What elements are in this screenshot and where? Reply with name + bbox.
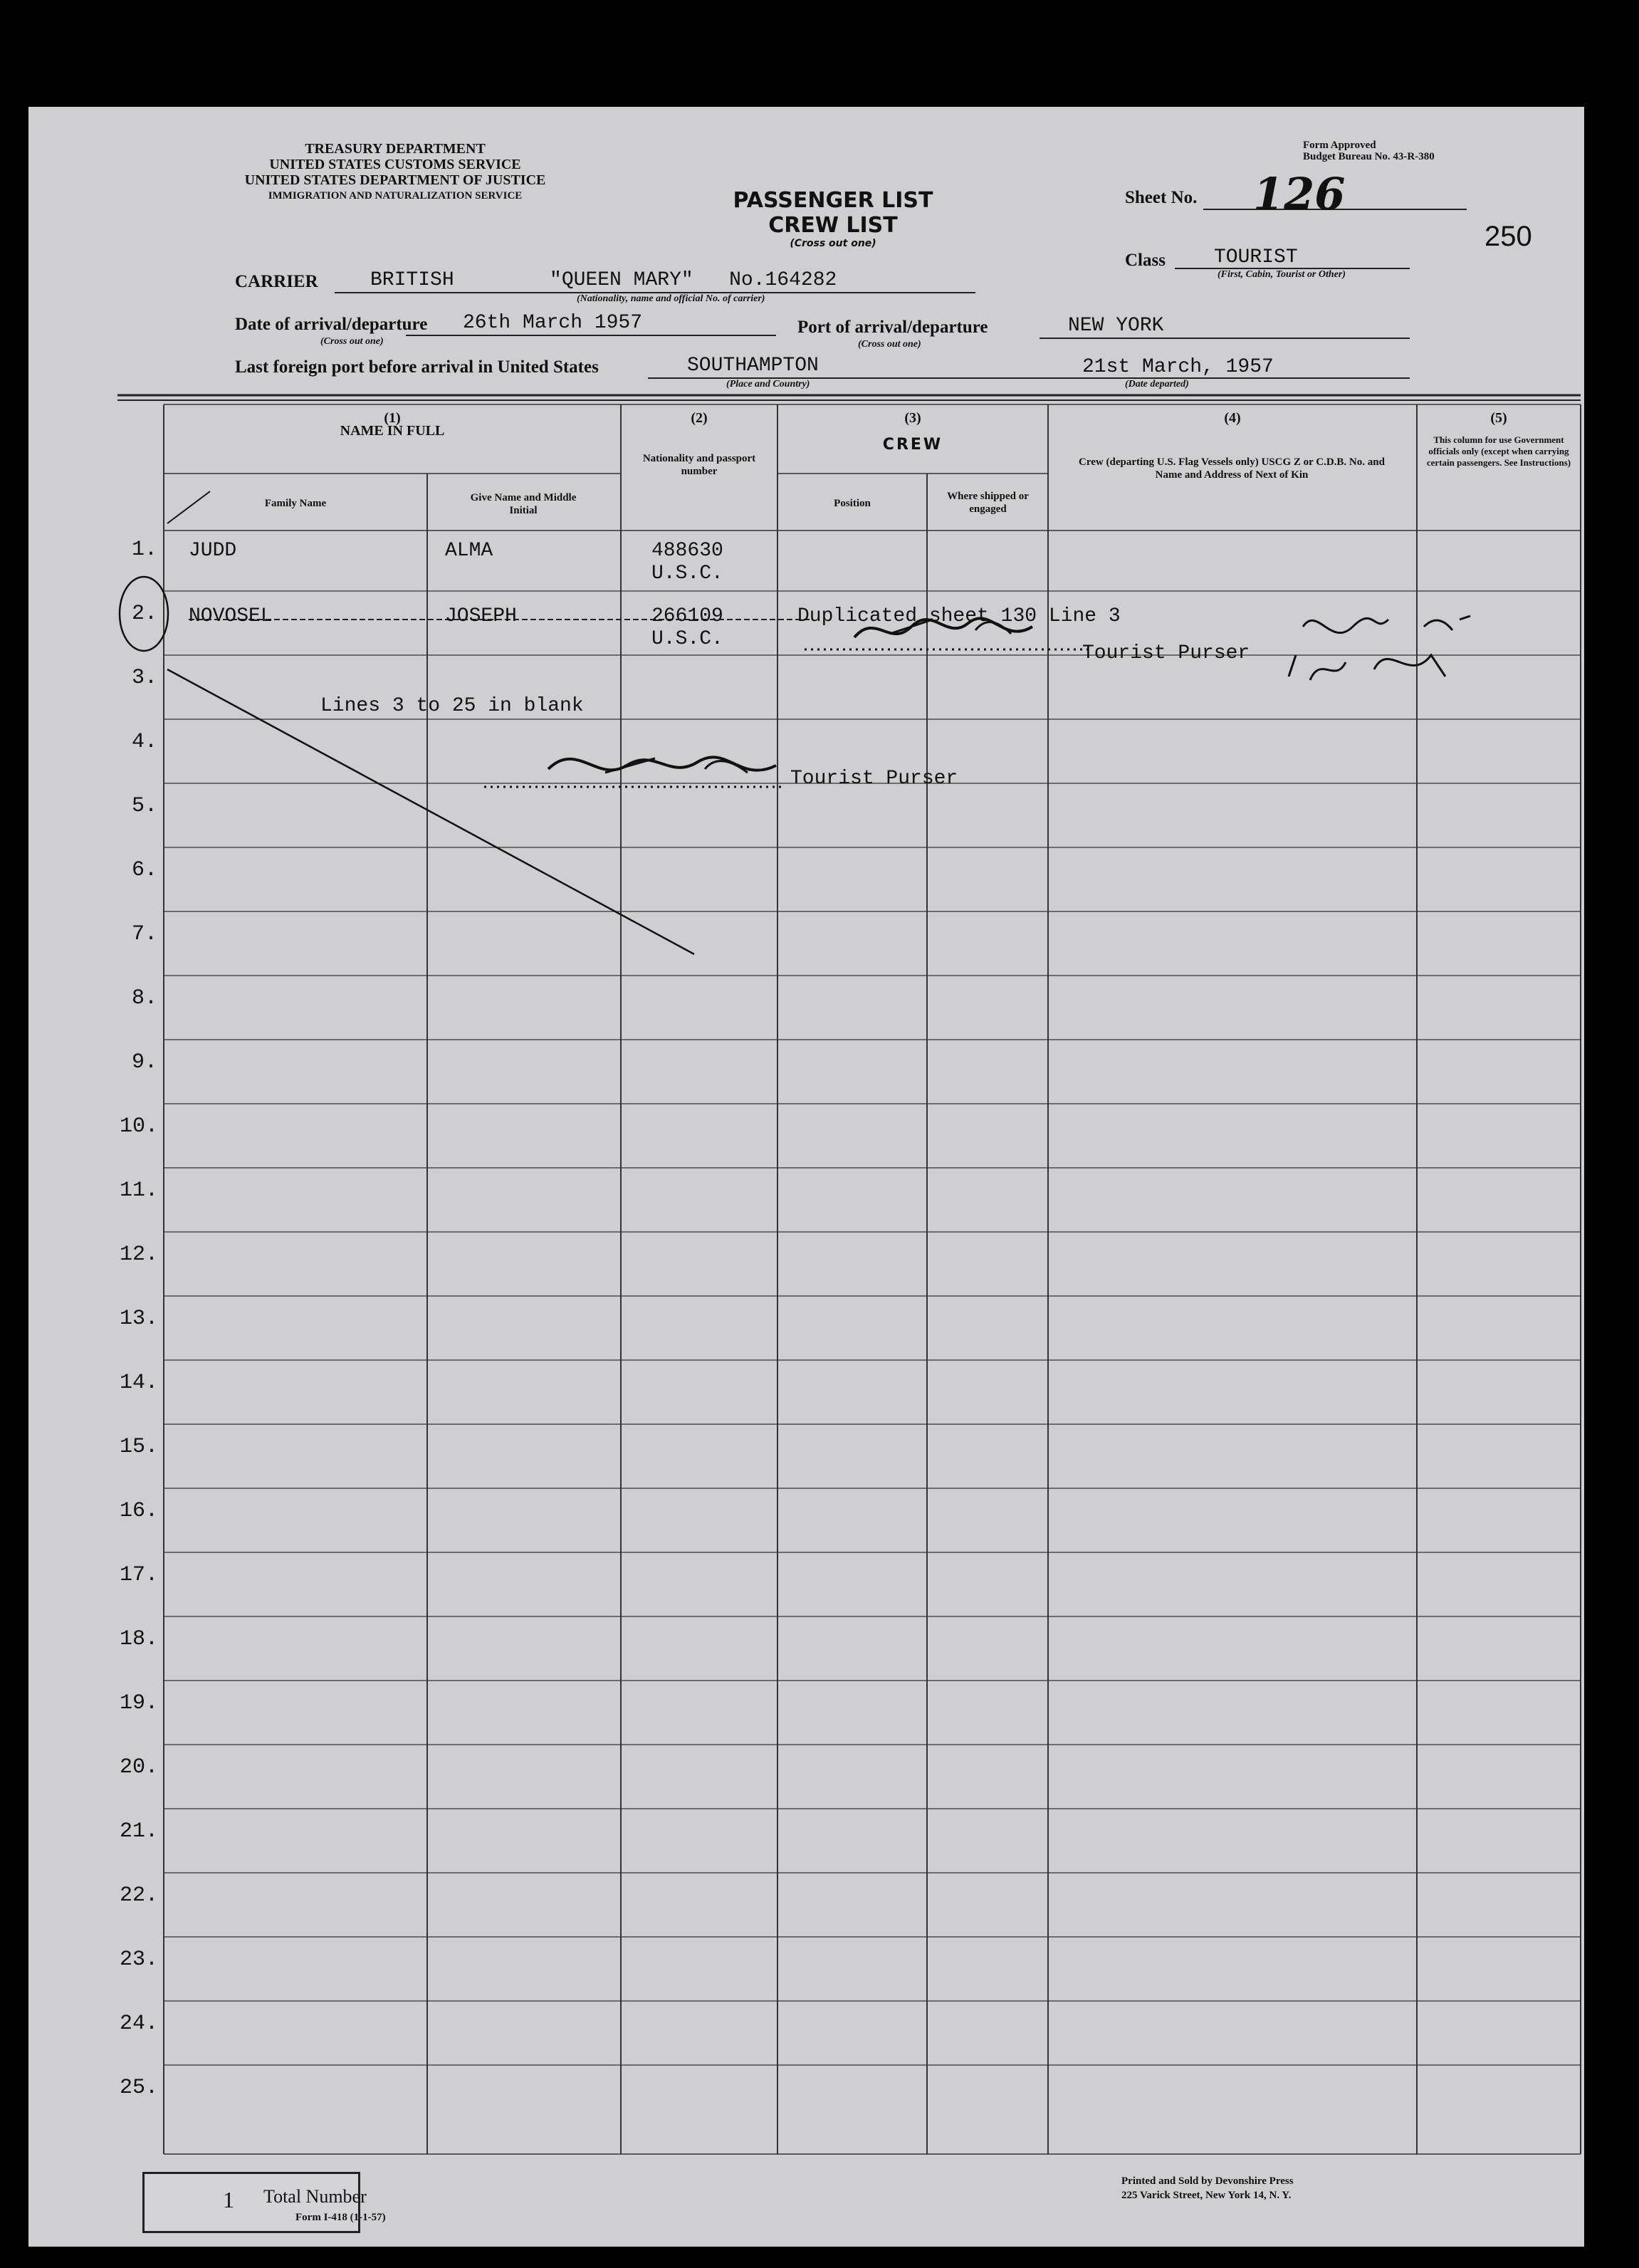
row-number: 3.	[132, 666, 158, 690]
purser-signature-2	[534, 733, 805, 798]
passenger-list-title: PASSENGER LIST	[733, 188, 933, 213]
class-value: TOURIST	[1214, 246, 1298, 268]
row-number: 12.	[120, 1243, 159, 1267]
row-number: 8.	[132, 986, 158, 1010]
total-number-value: 1	[223, 2187, 234, 2212]
row-number: 17.	[120, 1563, 159, 1587]
col1-title: NAME IN FULL	[340, 423, 445, 439]
col4-header: Crew (departing U.S. Flag Vessels only) USCG Z or C.D.B. No. and Name and Address of Next of Kin	[1079, 456, 1385, 481]
row-number: 2.	[132, 602, 158, 626]
entry-1-given: ALMA	[445, 540, 493, 562]
port-value: NEW YORK	[1068, 315, 1164, 337]
row-number: 16.	[120, 1499, 159, 1523]
row-number: 6.	[132, 858, 158, 882]
sheet-number: 126	[1253, 168, 1346, 220]
printer-line-2: 225 Varick Street, New York 14, N. Y.	[1121, 2190, 1292, 2201]
row-number: 25.	[120, 2076, 159, 2100]
col2-header: Nationality and passport number	[642, 453, 756, 477]
justice-label: UNITED STATES DEPARTMENT OF JUSTICE	[244, 172, 546, 188]
col1a-header: Family Name	[264, 498, 327, 509]
col3b-header: Where shipped or engaged	[947, 491, 1029, 515]
crew-list-title: CREW LIST	[768, 213, 898, 238]
row-number: 14.	[120, 1371, 159, 1395]
carrier-label: CARRIER	[235, 272, 318, 291]
col3-number: (3)	[904, 410, 921, 426]
entry-2-nationality: U.S.C.	[651, 628, 723, 650]
treasury-label: TREASURY DEPARTMENT	[305, 141, 486, 157]
last-port-label: Last foreign port before arrival in United States	[235, 357, 599, 377]
official-initials	[1282, 598, 1495, 705]
page-number: 250	[1484, 221, 1532, 252]
row-number: 4.	[132, 730, 158, 754]
col1b-header: Give Name and Middle Initial	[470, 492, 577, 516]
entry-1-passport: 488630	[651, 540, 723, 562]
budget-bureau: Budget Bureau No. 43-R-380	[1303, 151, 1435, 162]
ins-label: IMMIGRATION AND NATURALIZATION SERVICE	[268, 190, 523, 202]
total-number-label: Total Number	[263, 2186, 367, 2207]
entry-2-passport: 266109	[651, 605, 723, 627]
entry-2-family: NOVOSEL	[189, 605, 273, 627]
customs-label: UNITED STATES CUSTOMS SERVICE	[269, 157, 521, 172]
row-number: 23.	[120, 1948, 159, 1972]
row-number: 13.	[120, 1307, 159, 1331]
col3-title: CREW	[882, 436, 943, 454]
row-number: 24.	[120, 2012, 159, 2036]
date-cross-note: (Cross out one)	[320, 336, 384, 347]
purser-signature-1	[847, 598, 1061, 655]
row-number: 5.	[132, 794, 158, 818]
purser-title-2: Tourist Purser	[790, 768, 958, 790]
form-approved: Form Approved	[1303, 140, 1376, 151]
row-number: 9.	[132, 1050, 158, 1075]
row-number: 22.	[120, 1883, 159, 1908]
row-number: 7.	[132, 922, 158, 946]
blank-lines-note: Lines 3 to 25 in blank	[320, 695, 584, 717]
col1-header	[164, 412, 621, 437]
row-number: 11.	[120, 1179, 159, 1203]
row-number: 15.	[120, 1435, 159, 1459]
printer-line-1: Printed and Sold by Devonshire Press	[1121, 2175, 1294, 2187]
col5-number: (5)	[1490, 410, 1507, 426]
col2-number: (2)	[691, 410, 708, 426]
row-number: 10.	[120, 1114, 159, 1139]
row-number: 21.	[120, 1819, 159, 1844]
col5-header: This column for use Government officials only (except when carrying certain passengers. See Instructions)	[1426, 434, 1571, 468]
duplicated-note: Duplicated sheet 130 Line 3	[797, 605, 1121, 627]
row-number: 19.	[120, 1691, 159, 1715]
carrier-value: BRITISH "QUEEN MARY" No.164282	[370, 269, 837, 291]
col3a-header: Position	[834, 498, 871, 509]
row-number: 20.	[120, 1755, 159, 1780]
col1-number: (1)	[384, 410, 401, 426]
row-number: 18.	[120, 1627, 159, 1651]
class-note: (First, Cabin, Tourist or Other)	[1218, 269, 1346, 280]
entry-1-family: JUDD	[189, 540, 237, 562]
last-port-note: (Place and Country)	[726, 379, 810, 390]
entry-2-given: JOSEPH	[445, 605, 517, 627]
entry-1-nationality: U.S.C.	[651, 563, 723, 585]
col4-number: (4)	[1224, 410, 1241, 426]
arrival-date: 26th March 1957	[463, 312, 643, 334]
form-sheet	[28, 107, 1584, 2247]
class-label: Class	[1125, 251, 1166, 270]
port-cross-note: (Cross out one)	[858, 339, 921, 350]
title-cross-out: (Cross out one)	[790, 238, 876, 249]
form-number: Form I-418 (1-1-57)	[295, 2212, 386, 2223]
purser-title-1: Tourist Purser	[1082, 642, 1250, 664]
carrier-note: (Nationality, name and official No. of carrier)	[577, 293, 765, 304]
sheet-label: Sheet No.	[1125, 188, 1198, 207]
departed-note: (Date departed)	[1125, 379, 1189, 390]
last-port-value: SOUTHAMPTON	[687, 355, 819, 377]
departed-date: 21st March, 1957	[1082, 356, 1274, 378]
date-label: Date of arrival/departure	[235, 315, 428, 334]
port-label: Port of arrival/departure	[797, 318, 988, 337]
row-number: 1.	[132, 538, 158, 562]
